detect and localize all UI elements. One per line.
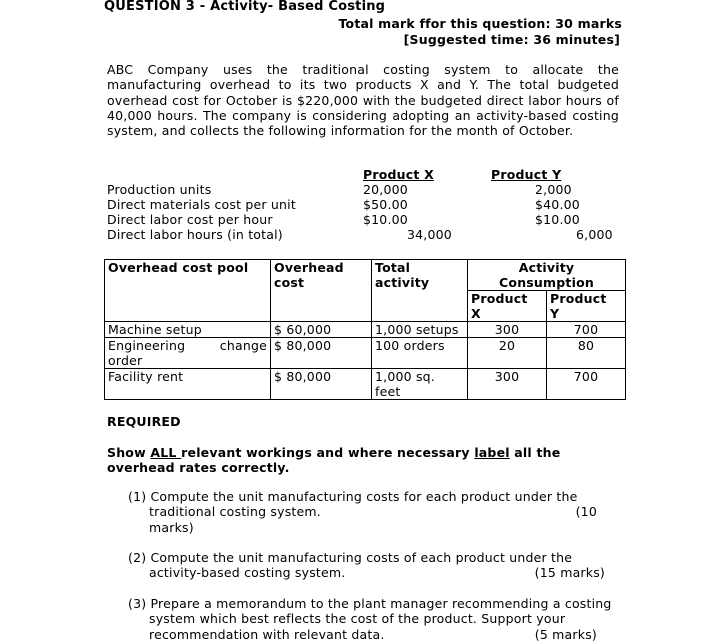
cell-pool: Engineering change order — [105, 338, 271, 369]
header-activity: Total activity — [375, 260, 430, 290]
cell-pool: Machine setup — [105, 322, 271, 338]
required-heading: REQUIRED — [107, 414, 181, 429]
item-text: Prepare a memorandum to the plant manager recommending a costing — [150, 596, 612, 611]
cell-cost: $ 80,000 — [271, 369, 372, 400]
instr-all: ALL — [150, 445, 182, 460]
cell-pool: Facility rent — [105, 369, 271, 400]
cell-activity: 1,000 sq. feet — [375, 369, 435, 399]
cell-cost: $ 80,000 — [271, 338, 372, 369]
instr-label: label — [474, 445, 510, 460]
table-row — [105, 322, 626, 338]
cell-x: 300 — [468, 322, 547, 338]
product-y-heading: Product Y — [491, 167, 562, 182]
row-value-y: $10.00 — [535, 212, 580, 227]
product-x-heading: Product X — [363, 167, 434, 182]
row-label: Direct labor hours (in total) — [107, 227, 283, 242]
item-marks: (5 marks) — [534, 626, 597, 642]
row-value-x: $10.00 — [363, 212, 408, 227]
item-text: marks) — [149, 519, 194, 535]
cell-y: 700 — [547, 322, 626, 338]
item-number: (2) — [128, 550, 147, 565]
header-cost: Overhead cost — [274, 260, 344, 290]
item-text: traditional costing system. — [149, 504, 321, 520]
row-value-x: 20,000 — [363, 182, 408, 197]
intro-paragraph: ABC Company uses the traditional costing system to allocate the manufacturing overhead to its two products X and Y. The total budgeted overhead cost for October is $220,000 with the budgeted direct labor hours of 40,000 hours. The company is considering adopting an activity-based costing system, and collects the following information for the month of October. — [107, 62, 619, 139]
item-number: (3) — [128, 596, 147, 611]
cell-activity: 100 orders — [372, 338, 468, 369]
item-text: Compute the unit manufacturing costs for each product under the — [150, 489, 578, 504]
row-label: Direct materials cost per unit — [107, 197, 296, 212]
item-text: Compute the unit manufacturing costs of each product under the — [150, 550, 573, 565]
header-consumption: Activity Consumption — [499, 260, 594, 290]
question-item-1 — [128, 489, 619, 535]
item-marks: (10 — [575, 504, 597, 520]
instr-part: all the overhead rates correctly. — [107, 445, 561, 476]
suggested-time: [Suggested time: 36 minutes] — [403, 32, 620, 47]
cell-x: 300 — [468, 369, 547, 400]
cell-activity: 1,000 setups — [372, 322, 468, 338]
cell-cost: $ 60,000 — [271, 322, 372, 338]
table-header-row — [105, 260, 626, 291]
instr-part: relevant workings and where necessary — [181, 445, 475, 460]
question-item-2 — [128, 550, 619, 581]
overhead-table — [104, 259, 626, 400]
header-pool: Overhead cost pool — [108, 260, 249, 275]
row-label: Production units — [107, 182, 212, 197]
table-row — [105, 338, 626, 369]
item-text: recommendation with relevant data. — [149, 626, 385, 642]
item-text: system which best reflects the cost of the product. Support your — [149, 611, 566, 627]
row-value-y: $40.00 — [535, 197, 580, 212]
row-value-y: 6,000 — [576, 227, 613, 242]
table-row — [105, 369, 626, 400]
required-instructions — [107, 445, 619, 476]
row-label: Direct labor cost per hour — [107, 212, 273, 227]
question-item-3 — [128, 596, 619, 642]
row-value-x: $50.00 — [363, 197, 408, 212]
cell-x: 20 — [468, 338, 547, 369]
header-product-y: Product Y — [550, 291, 607, 321]
total-mark: Total mark ffor this question: 30 marks — [338, 16, 622, 31]
item-number: (1) — [128, 489, 147, 504]
cell-y: 700 — [547, 369, 626, 400]
instr-part: Show — [107, 445, 151, 460]
question-title: QUESTION 3 - Activity- Based Costing — [104, 0, 386, 14]
row-value-y: 2,000 — [535, 182, 572, 197]
item-marks: (15 marks) — [534, 565, 605, 581]
item-text: activity-based costing system. — [149, 565, 346, 581]
cell-y: 80 — [547, 338, 626, 369]
row-value-x: 34,000 — [407, 227, 452, 242]
header-product-x: Product X — [471, 291, 528, 321]
